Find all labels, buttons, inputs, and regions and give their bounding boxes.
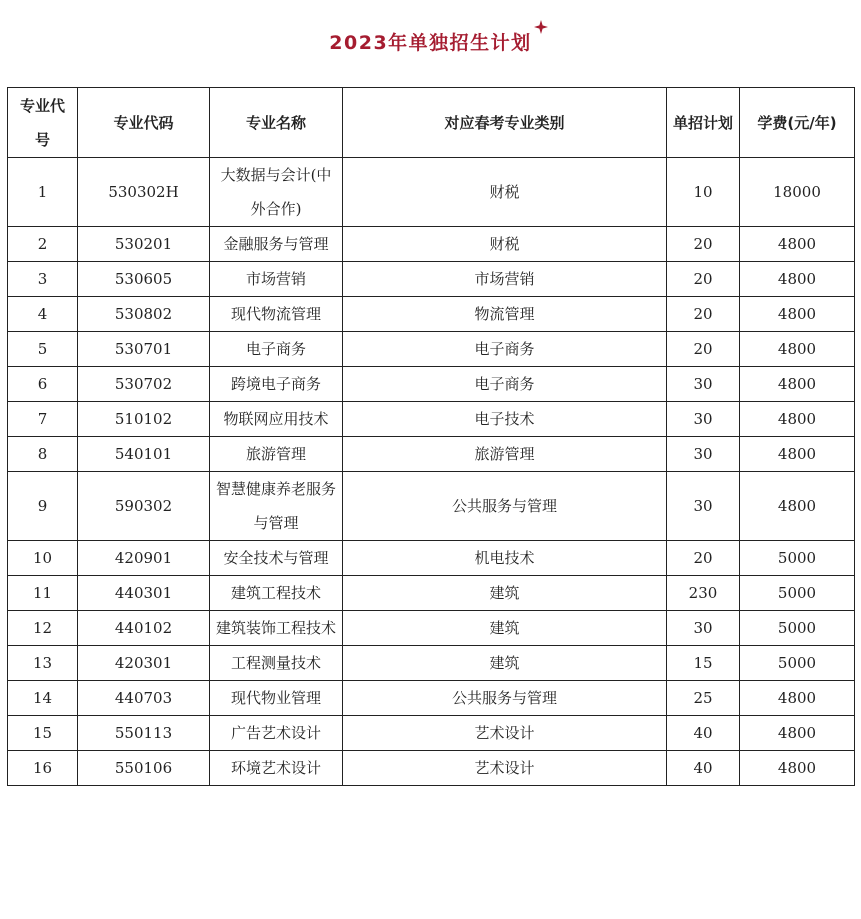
cell-major-no: 15 xyxy=(8,716,78,751)
cell-spring-category: 财税 xyxy=(343,158,667,227)
table-row xyxy=(8,262,855,297)
cell-spring-category: 财税 xyxy=(343,227,667,262)
cell-major-code: 590302 xyxy=(78,472,210,541)
cell-major-code: 550106 xyxy=(78,751,210,786)
cell-major-name: 现代物流管理 xyxy=(210,297,343,332)
cell-plan: 230 xyxy=(667,576,740,611)
cell-major-code: 530802 xyxy=(78,297,210,332)
cell-tuition: 4800 xyxy=(740,262,855,297)
cell-plan: 15 xyxy=(667,646,740,681)
cell-major-name: 现代物业管理 xyxy=(210,681,343,716)
header-spring-category: 对应春考专业类别 xyxy=(343,88,667,158)
table-header xyxy=(8,88,855,158)
cell-tuition: 4800 xyxy=(740,332,855,367)
table-row xyxy=(8,158,855,227)
cell-major-no: 11 xyxy=(8,576,78,611)
cell-tuition: 4800 xyxy=(740,716,855,751)
cell-major-name: 电子商务 xyxy=(210,332,343,367)
cell-spring-category: 艺术设计 xyxy=(343,751,667,786)
cell-tuition: 4800 xyxy=(740,227,855,262)
cell-major-code: 510102 xyxy=(78,402,210,437)
cell-major-no: 14 xyxy=(8,681,78,716)
cell-tuition: 5000 xyxy=(740,541,855,576)
cell-major-name: 智慧健康养老服务与管理 xyxy=(210,472,343,541)
cell-major-code: 530302H xyxy=(78,158,210,227)
cell-plan: 20 xyxy=(667,541,740,576)
cell-plan: 20 xyxy=(667,332,740,367)
table-row xyxy=(8,227,855,262)
cell-major-code: 530701 xyxy=(78,332,210,367)
cell-major-no: 16 xyxy=(8,751,78,786)
cell-major-code: 530605 xyxy=(78,262,210,297)
cell-plan: 20 xyxy=(667,297,740,332)
cell-plan: 30 xyxy=(667,611,740,646)
cell-major-name: 建筑装饰工程技术 xyxy=(210,611,343,646)
cell-tuition: 4800 xyxy=(740,681,855,716)
cell-major-name: 安全技术与管理 xyxy=(210,541,343,576)
cell-plan: 30 xyxy=(667,437,740,472)
cell-major-no: 10 xyxy=(8,541,78,576)
header-major-no: 专业代号 xyxy=(8,88,78,158)
cell-plan: 30 xyxy=(667,402,740,437)
cell-major-no: 7 xyxy=(8,402,78,437)
cell-spring-category: 机电技术 xyxy=(343,541,667,576)
cell-spring-category: 物流管理 xyxy=(343,297,667,332)
header-plan: 单招计划 xyxy=(667,88,740,158)
table-row xyxy=(8,716,855,751)
table-row xyxy=(8,611,855,646)
table-row xyxy=(8,751,855,786)
cell-major-code: 440102 xyxy=(78,611,210,646)
cell-tuition: 4800 xyxy=(740,367,855,402)
sparkle-icon xyxy=(534,20,548,34)
cell-major-name: 工程测量技术 xyxy=(210,646,343,681)
page-title-text: 2023年单独招生计划 xyxy=(329,32,532,54)
cell-spring-category: 市场营销 xyxy=(343,262,667,297)
table-header-row xyxy=(8,88,855,158)
cell-major-name: 大数据与会计(中外合作) xyxy=(210,158,343,227)
cell-plan: 30 xyxy=(667,472,740,541)
cell-tuition: 4800 xyxy=(740,437,855,472)
table-row xyxy=(8,472,855,541)
header-tuition: 学费(元/年) xyxy=(740,88,855,158)
cell-plan: 25 xyxy=(667,681,740,716)
cell-major-code: 530201 xyxy=(78,227,210,262)
cell-spring-category: 建筑 xyxy=(343,646,667,681)
cell-major-name: 市场营销 xyxy=(210,262,343,297)
cell-plan: 10 xyxy=(667,158,740,227)
cell-major-no: 4 xyxy=(8,297,78,332)
cell-plan: 30 xyxy=(667,367,740,402)
cell-spring-category: 建筑 xyxy=(343,611,667,646)
cell-major-no: 1 xyxy=(8,158,78,227)
table-row xyxy=(8,297,855,332)
table-row xyxy=(8,576,855,611)
cell-major-no: 3 xyxy=(8,262,78,297)
table-row xyxy=(8,646,855,681)
cell-tuition: 5000 xyxy=(740,576,855,611)
table-row xyxy=(8,541,855,576)
cell-tuition: 5000 xyxy=(740,611,855,646)
cell-plan: 40 xyxy=(667,751,740,786)
cell-major-code: 440301 xyxy=(78,576,210,611)
cell-major-code: 550113 xyxy=(78,716,210,751)
cell-tuition: 4800 xyxy=(740,402,855,437)
cell-major-code: 420301 xyxy=(78,646,210,681)
cell-plan: 40 xyxy=(667,716,740,751)
page-title xyxy=(329,28,531,55)
cell-tuition: 4800 xyxy=(740,751,855,786)
cell-spring-category: 公共服务与管理 xyxy=(343,681,667,716)
cell-major-name: 金融服务与管理 xyxy=(210,227,343,262)
cell-major-name: 物联网应用技术 xyxy=(210,402,343,437)
enrollment-plan-table xyxy=(7,87,855,786)
cell-major-no: 9 xyxy=(8,472,78,541)
header-major-name: 专业名称 xyxy=(210,88,343,158)
cell-major-name: 旅游管理 xyxy=(210,437,343,472)
cell-major-code: 530702 xyxy=(78,367,210,402)
cell-major-name: 建筑工程技术 xyxy=(210,576,343,611)
title-area xyxy=(0,28,861,55)
cell-tuition: 4800 xyxy=(740,472,855,541)
cell-spring-category: 电子技术 xyxy=(343,402,667,437)
table-row xyxy=(8,402,855,437)
cell-major-code: 420901 xyxy=(78,541,210,576)
cell-tuition: 4800 xyxy=(740,297,855,332)
cell-major-no: 13 xyxy=(8,646,78,681)
cell-major-name: 广告艺术设计 xyxy=(210,716,343,751)
cell-tuition: 5000 xyxy=(740,646,855,681)
table-row xyxy=(8,437,855,472)
table-row xyxy=(8,681,855,716)
cell-major-no: 5 xyxy=(8,332,78,367)
cell-plan: 20 xyxy=(667,262,740,297)
cell-spring-category: 建筑 xyxy=(343,576,667,611)
cell-major-no: 6 xyxy=(8,367,78,402)
cell-major-no: 2 xyxy=(8,227,78,262)
cell-major-no: 8 xyxy=(8,437,78,472)
table-row xyxy=(8,332,855,367)
cell-spring-category: 电子商务 xyxy=(343,332,667,367)
cell-major-name: 跨境电子商务 xyxy=(210,367,343,402)
cell-spring-category: 公共服务与管理 xyxy=(343,472,667,541)
table-row xyxy=(8,367,855,402)
cell-major-code: 540101 xyxy=(78,437,210,472)
cell-major-no: 12 xyxy=(8,611,78,646)
cell-spring-category: 旅游管理 xyxy=(343,437,667,472)
cell-major-name: 环境艺术设计 xyxy=(210,751,343,786)
cell-major-code: 440703 xyxy=(78,681,210,716)
cell-spring-category: 艺术设计 xyxy=(343,716,667,751)
header-major-code: 专业代码 xyxy=(78,88,210,158)
table-body xyxy=(8,158,855,786)
cell-plan: 20 xyxy=(667,227,740,262)
cell-tuition: 18000 xyxy=(740,158,855,227)
cell-spring-category: 电子商务 xyxy=(343,367,667,402)
